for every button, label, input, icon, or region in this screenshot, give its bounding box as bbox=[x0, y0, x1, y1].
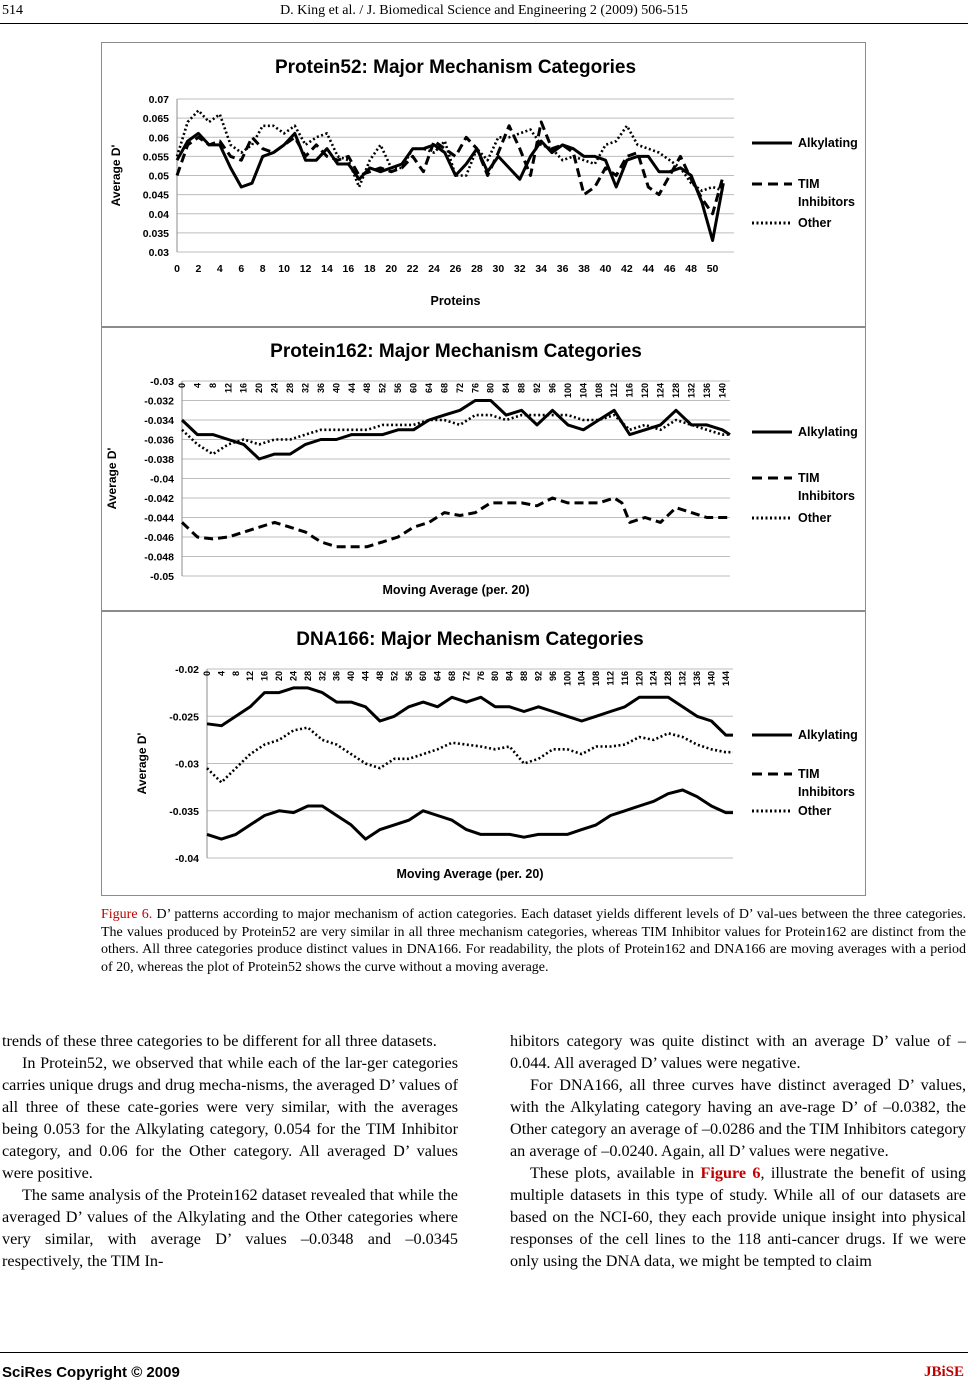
caption-text: D’ patterns according to major mechanism of action categories. Each dataset yields different levels of D’ val-ues between the three categories. The values produced by Protein52 are very similar in all three mechanism categories, whereas TIM Inhibitor values for Protein162 are distinct from the others. All three categories produce distinct values in DNA166. For readability, the plots of Protein162 and DNA166 are moving averages with a period of 20, whereas the plot of Protein52 shows the curve without a moving average. bbox=[101, 907, 966, 975]
chart-panel-protein52 bbox=[101, 42, 866, 327]
x-tick-label: 0 bbox=[177, 383, 187, 389]
x-tick-label: 112 bbox=[609, 383, 620, 398]
x-tick-label: 36 bbox=[331, 671, 342, 682]
x-tick-label: 136 bbox=[691, 671, 702, 687]
legend-label: Other bbox=[798, 804, 832, 818]
x-tick-label: 44 bbox=[360, 671, 371, 682]
y-tick-label: -0.04 bbox=[175, 853, 199, 865]
y-tick-label: -0.025 bbox=[169, 711, 199, 724]
x-tick-label: 104 bbox=[576, 671, 587, 687]
y-tick-label: -0.048 bbox=[144, 551, 174, 564]
x-tick-label: 52 bbox=[389, 671, 400, 682]
series-line-solid bbox=[182, 401, 730, 460]
y-tick-label: 0.07 bbox=[148, 94, 169, 106]
page-number: 514 bbox=[2, 3, 23, 18]
x-tick-label: 32 bbox=[513, 263, 526, 275]
x-tick-label: 136 bbox=[701, 383, 712, 399]
chart-panel-protein162 bbox=[101, 327, 866, 611]
legend-label: Other bbox=[798, 216, 832, 230]
x-tick-label: 68 bbox=[439, 383, 450, 394]
x-tick-label: 128 bbox=[663, 671, 674, 687]
x-tick-label: 84 bbox=[501, 383, 512, 394]
y-tick-label: -0.042 bbox=[144, 493, 174, 505]
paragraph: trends of these three categories to be different for all three datasets. bbox=[2, 1032, 437, 1050]
x-tick-label: 88 bbox=[519, 671, 530, 682]
x-tick-label: 124 bbox=[648, 671, 659, 687]
x-tick-label: 18 bbox=[363, 263, 376, 275]
caption-label: Figure 6. bbox=[101, 907, 153, 922]
journal-name: JBiSE bbox=[923, 1364, 964, 1380]
paragraph: hibitors category was quite distinct with an average D’ value of –0.044. All averaged D’ values were negative. bbox=[510, 1032, 966, 1072]
x-tick-label: 116 bbox=[624, 383, 635, 398]
x-tick-label: 144 bbox=[720, 671, 731, 687]
paragraph-text: These plots, available in bbox=[530, 1164, 701, 1182]
x-tick-label: 80 bbox=[490, 671, 501, 682]
series-line-dashed bbox=[182, 498, 730, 547]
legend-label: Inhibitors bbox=[798, 785, 855, 799]
x-tick-label: 68 bbox=[446, 671, 457, 682]
x-tick-label: 28 bbox=[471, 263, 483, 275]
x-tick-label: 10 bbox=[278, 263, 290, 275]
x-axis-label: Moving Average (per. 20) bbox=[396, 867, 544, 881]
x-tick-label: 6 bbox=[238, 263, 245, 275]
x-tick-label: 26 bbox=[449, 263, 462, 275]
x-tick-label: 100 bbox=[562, 671, 573, 687]
figure-6 bbox=[101, 42, 866, 894]
x-tick-label: 46 bbox=[663, 263, 676, 275]
x-tick-label: 108 bbox=[591, 671, 602, 687]
column-left bbox=[2, 1030, 458, 1272]
x-tick-label: 124 bbox=[655, 383, 666, 399]
x-tick-label: 12 bbox=[223, 383, 234, 394]
x-tick-label: 2 bbox=[195, 263, 202, 275]
x-tick-label: 12 bbox=[245, 671, 256, 682]
x-tick-label: 40 bbox=[346, 671, 357, 682]
series-line-solid bbox=[207, 688, 733, 735]
x-tick-label: 76 bbox=[470, 383, 481, 394]
x-tick-label: 0 bbox=[202, 671, 212, 677]
x-tick-label: 4 bbox=[216, 263, 223, 275]
x-tick-label: 84 bbox=[504, 671, 515, 682]
running-header bbox=[0, 3, 968, 21]
x-tick-label: 64 bbox=[432, 671, 443, 682]
x-tick-label: 30 bbox=[492, 263, 505, 275]
series-line-dotted bbox=[177, 111, 723, 191]
x-tick-label: 88 bbox=[516, 383, 527, 394]
x-tick-label: 72 bbox=[454, 383, 465, 394]
y-axis-label: Average D' bbox=[135, 732, 149, 795]
x-tick-label: 60 bbox=[408, 383, 419, 394]
y-tick-label: 0.045 bbox=[142, 189, 169, 202]
chart-title: DNA166: Major Mechanism Categories bbox=[296, 629, 644, 650]
legend-label: Alkylating bbox=[798, 136, 858, 150]
x-tick-label: 140 bbox=[706, 671, 717, 687]
y-axis-label: Average D' bbox=[109, 144, 123, 207]
x-tick-label: 112 bbox=[605, 671, 616, 686]
legend-label: TIM bbox=[798, 471, 820, 485]
copyright-notice: SciRes Copyright © 2009 bbox=[2, 1364, 180, 1381]
x-tick-label: 100 bbox=[562, 383, 573, 399]
x-tick-label: 132 bbox=[686, 383, 697, 399]
x-axis-label: Moving Average (per. 20) bbox=[382, 583, 530, 597]
header-rule bbox=[0, 23, 968, 24]
x-tick-label: 32 bbox=[317, 671, 328, 682]
series-line-dotted bbox=[182, 415, 730, 454]
y-tick-label: -0.044 bbox=[144, 512, 174, 525]
x-tick-label: 24 bbox=[269, 383, 280, 394]
x-tick-label: 20 bbox=[274, 671, 285, 682]
running-title: D. King et al. / J. Biomedical Science and Engineering 2 (2009) 506-515 bbox=[280, 3, 688, 18]
x-tick-label: 48 bbox=[685, 263, 697, 275]
chart-protein162 bbox=[102, 328, 865, 610]
series-line-solid bbox=[207, 790, 733, 839]
x-tick-label: 56 bbox=[393, 383, 404, 394]
legend-label: Inhibitors bbox=[798, 489, 855, 503]
x-tick-label: 116 bbox=[619, 671, 630, 686]
x-tick-label: 28 bbox=[285, 383, 296, 394]
paragraph: The same analysis of the Protein162 dataset revealed that while the averaged D’ values of the Alkylating and the Other categories where very similar, with average D’ values –0.0348 and –0.0345 respectively, the TIM In- bbox=[2, 1186, 458, 1270]
x-tick-label: 42 bbox=[621, 263, 633, 275]
y-tick-label: -0.03 bbox=[150, 376, 174, 388]
legend-label: Alkylating bbox=[798, 728, 858, 742]
x-tick-label: 22 bbox=[406, 263, 419, 275]
x-tick-label: 132 bbox=[677, 671, 688, 687]
x-tick-label: 92 bbox=[533, 671, 544, 682]
x-tick-label: 12 bbox=[299, 263, 312, 275]
x-tick-label: 104 bbox=[578, 383, 589, 399]
x-tick-label: 108 bbox=[593, 382, 604, 399]
x-tick-label: 44 bbox=[642, 263, 655, 275]
y-tick-label: 0.035 bbox=[142, 227, 169, 240]
paragraph-text: , illustrate the benefit of using multiple datasets in this type of study. While all of our datasets are based on the NCI-60, they each provide unique insight into physical responses of the cell lines to the 118 anti-cancer drugs. If we were only using the DNA data, we might be tempted to claim bbox=[510, 1164, 967, 1270]
y-tick-label: 0.03 bbox=[148, 247, 169, 259]
y-tick-label: 0.05 bbox=[148, 170, 169, 183]
x-tick-label: 48 bbox=[374, 671, 385, 682]
chart-panel-dna166 bbox=[101, 611, 866, 896]
y-axis-label: Average D' bbox=[105, 447, 119, 510]
x-tick-label: 8 bbox=[259, 263, 266, 275]
x-tick-label: 96 bbox=[547, 671, 558, 682]
y-tick-label: 0.06 bbox=[148, 132, 169, 145]
footer-rule bbox=[0, 1352, 968, 1353]
y-tick-label: 0.055 bbox=[142, 151, 169, 164]
y-tick-label: 0.065 bbox=[142, 113, 169, 126]
y-tick-label: -0.038 bbox=[144, 454, 174, 466]
figure-reference-link[interactable]: Figure 6 bbox=[700, 1164, 761, 1182]
x-tick-label: 52 bbox=[377, 383, 388, 394]
series-line-solid bbox=[177, 133, 723, 240]
legend-label: TIM bbox=[798, 177, 820, 191]
y-tick-label: -0.046 bbox=[144, 532, 174, 544]
x-tick-label: 120 bbox=[640, 383, 651, 399]
y-tick-label: 0.04 bbox=[148, 208, 169, 221]
x-tick-label: 140 bbox=[717, 383, 728, 399]
x-tick-label: 50 bbox=[706, 263, 719, 275]
x-tick-label: 8 bbox=[207, 383, 218, 389]
x-axis-label: Proteins bbox=[430, 294, 481, 308]
legend-label: Inhibitors bbox=[798, 195, 855, 209]
chart-title: Protein162: Major Mechanism Categories bbox=[270, 341, 642, 362]
x-tick-label: 76 bbox=[475, 671, 486, 682]
y-tick-label: -0.04 bbox=[150, 473, 174, 486]
y-tick-label: -0.05 bbox=[150, 571, 174, 583]
legend-label: Other bbox=[798, 511, 832, 525]
column-right bbox=[510, 1030, 966, 1272]
x-tick-label: 36 bbox=[556, 263, 569, 275]
legend-label: Alkylating bbox=[798, 425, 858, 439]
page-footer bbox=[0, 1352, 968, 1382]
x-tick-label: 24 bbox=[428, 263, 440, 275]
x-tick-label: 24 bbox=[288, 671, 299, 682]
x-tick-label: 48 bbox=[362, 383, 373, 394]
x-tick-label: 60 bbox=[418, 671, 429, 682]
x-tick-label: 28 bbox=[302, 671, 313, 682]
x-tick-label: 0 bbox=[174, 263, 180, 275]
y-tick-label: -0.035 bbox=[169, 805, 199, 818]
x-tick-label: 72 bbox=[461, 671, 472, 682]
x-tick-label: 120 bbox=[634, 671, 645, 687]
x-tick-label: 40 bbox=[599, 263, 612, 275]
x-tick-label: 20 bbox=[385, 263, 398, 275]
x-tick-label: 20 bbox=[254, 383, 265, 394]
y-tick-label: -0.032 bbox=[144, 395, 174, 408]
x-tick-label: 16 bbox=[259, 671, 270, 682]
x-tick-label: 128 bbox=[670, 383, 681, 399]
x-tick-label: 8 bbox=[230, 671, 241, 677]
x-tick-label: 92 bbox=[532, 383, 543, 394]
x-tick-label: 80 bbox=[485, 383, 496, 394]
chart-protein52 bbox=[102, 43, 865, 326]
x-tick-label: 64 bbox=[423, 383, 434, 394]
x-tick-label: 44 bbox=[346, 383, 357, 394]
y-tick-label: -0.03 bbox=[175, 758, 199, 771]
paragraph: In Protein52, we observed that while each of the lar-ger categories carries unique drugs and drug mecha-nisms, the averaged D’ values of all three of these cate-gories were very similar, with the averages being 0.053 for the Alkylating category, 0.054 for the TIM Inhibitor category, and 0.06 for the Other category. All averaged D’ values were positive. bbox=[2, 1054, 458, 1182]
x-tick-label: 32 bbox=[300, 383, 311, 394]
x-tick-label: 16 bbox=[342, 263, 355, 275]
y-tick-label: -0.036 bbox=[144, 434, 174, 447]
legend-label: TIM bbox=[798, 767, 820, 781]
x-tick-label: 14 bbox=[321, 263, 333, 275]
x-tick-label: 38 bbox=[578, 263, 590, 275]
x-tick-label: 56 bbox=[403, 671, 414, 682]
chart-dna166 bbox=[102, 612, 865, 895]
paragraph: For DNA166, all three curves have distinct averaged D’ values, with the Alkylating category having an ave-rage D’ of –0.0382, the Other category an average of –0.0286 and the TIM Inhibitors category an average of –0.0240. Again, all D’ values were negative. bbox=[510, 1076, 966, 1160]
x-tick-label: 40 bbox=[331, 383, 342, 394]
y-tick-label: -0.034 bbox=[144, 415, 174, 427]
x-tick-label: 4 bbox=[216, 671, 227, 677]
x-tick-label: 34 bbox=[535, 263, 548, 275]
series-line-dotted bbox=[207, 728, 733, 783]
chart-title: Protein52: Major Mechanism Categories bbox=[274, 57, 637, 78]
x-tick-label: 4 bbox=[192, 383, 203, 389]
x-tick-label: 96 bbox=[547, 383, 558, 394]
x-tick-label: 36 bbox=[315, 383, 326, 394]
paragraph bbox=[510, 1162, 966, 1272]
y-tick-label: -0.02 bbox=[175, 664, 199, 676]
figure-caption bbox=[101, 906, 966, 976]
x-tick-label: 16 bbox=[238, 383, 249, 394]
